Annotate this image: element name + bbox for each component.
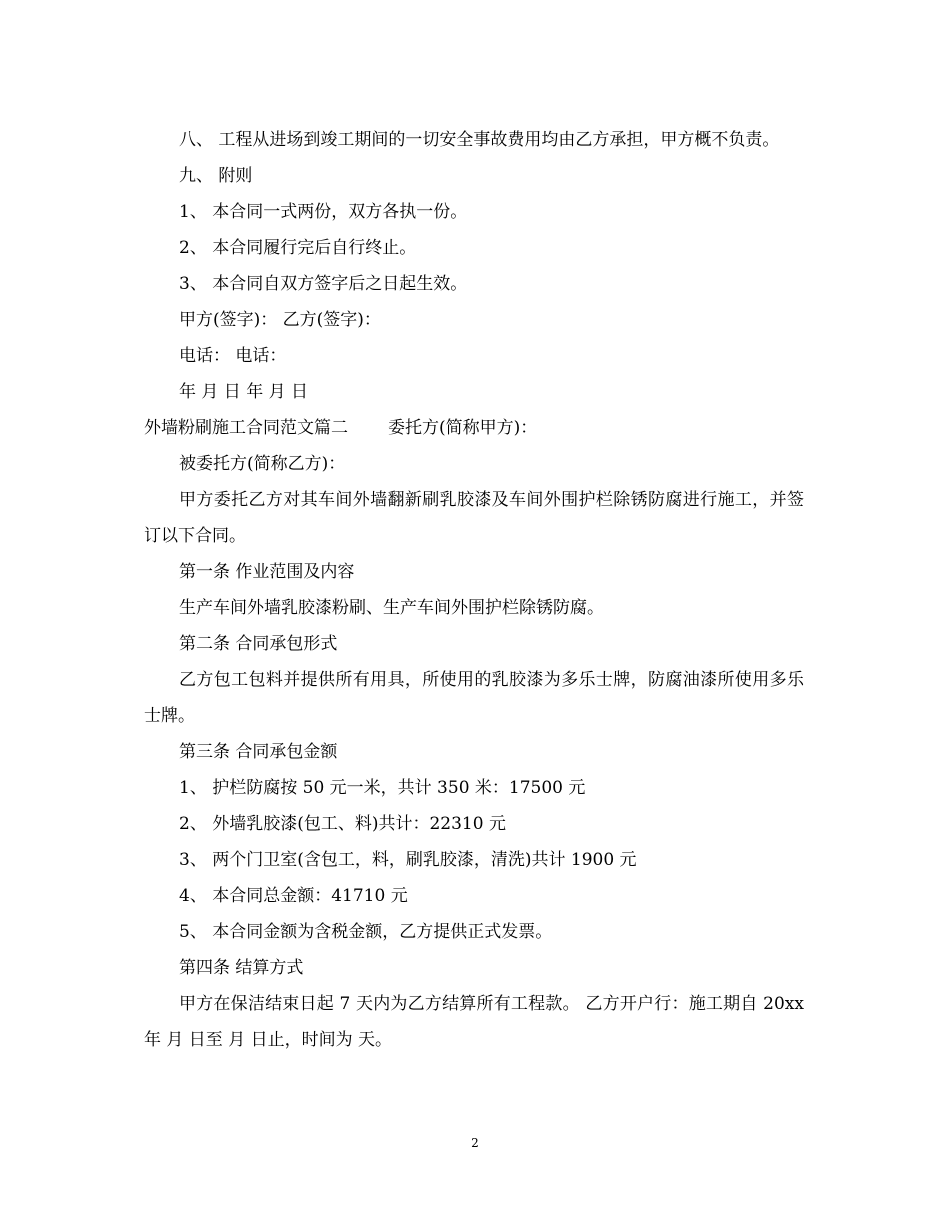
date-line: 年 月 日 年 月 日 — [179, 382, 309, 402]
article-3-item-1: 1、 护栏防腐按 50 元一米，共计 350 米：17500 元 — [179, 778, 586, 798]
article-2-body: 乙方包工包料并提供所有用具，所使用的乳胶漆为多乐士牌，防腐油漆所使用多乐士牌。 — [144, 670, 804, 726]
article-3-item-3: 3、 两个门卫室(含包工，料，刷乳胶漆，清洗)共计 1900 元 — [179, 850, 637, 870]
article-3-item-5: 5、 本合同金额为含税金额，乙方提供正式发票。 — [179, 922, 553, 942]
section-title-row — [144, 410, 804, 446]
page-number: 2 — [471, 1136, 479, 1150]
intro-paragraph: 甲方委托乙方对其车间外墙翻新刷乳胶漆及车间外围护栏除锈防腐进行施工，并签订以下合同。 — [144, 490, 804, 546]
clause-9-item-3: 3、 本合同自双方签字后之日起生效。 — [179, 274, 468, 294]
article-4-heading: 第四条 结算方式 — [179, 958, 304, 978]
section-title: 外墙粉刷施工合同范文篇二 — [144, 418, 348, 438]
article-3-item-4: 4、 本合同总金额：41710 元 — [179, 886, 408, 906]
clause-9-item-2: 2、 本合同履行完后自行终止。 — [179, 238, 417, 258]
article-3-item-2: 2、 外墙乳胶漆(包工、料)共计：22310 元 — [179, 814, 506, 834]
clause-8: 八、 工程从进场到竣工期间的一切安全事故费用均由乙方承担，甲方概不负责。 — [179, 130, 780, 150]
article-4-body: 甲方在保洁结束日起 7 天内为乙方结算所有工程款。 乙方开户行：施工期自 20xx 年 月 日至 月 日止，时间为 天。 — [144, 994, 804, 1050]
article-3-heading: 第三条 合同承包金额 — [179, 742, 338, 762]
clause-9-heading: 九、 附则 — [179, 166, 253, 186]
contractor-party-label: 被委托方(简称乙方)： — [179, 454, 346, 474]
article-1-heading: 第一条 作业范围及内容 — [179, 562, 355, 582]
article-1-body: 生产车间外墙乳胶漆粉刷、生产车间外围护栏除锈防腐。 — [179, 598, 604, 618]
document-body — [144, 122, 804, 1058]
signature-line: 甲方(签字)： 乙方(签字)： — [179, 310, 381, 330]
client-party-label: 委托方(简称甲方)： — [388, 418, 538, 438]
phone-line: 电话： 电话： — [179, 346, 287, 366]
article-2-heading: 第二条 合同承包形式 — [179, 634, 338, 654]
clause-9-item-1: 1、 本合同一式两份，双方各执一份。 — [179, 202, 468, 222]
